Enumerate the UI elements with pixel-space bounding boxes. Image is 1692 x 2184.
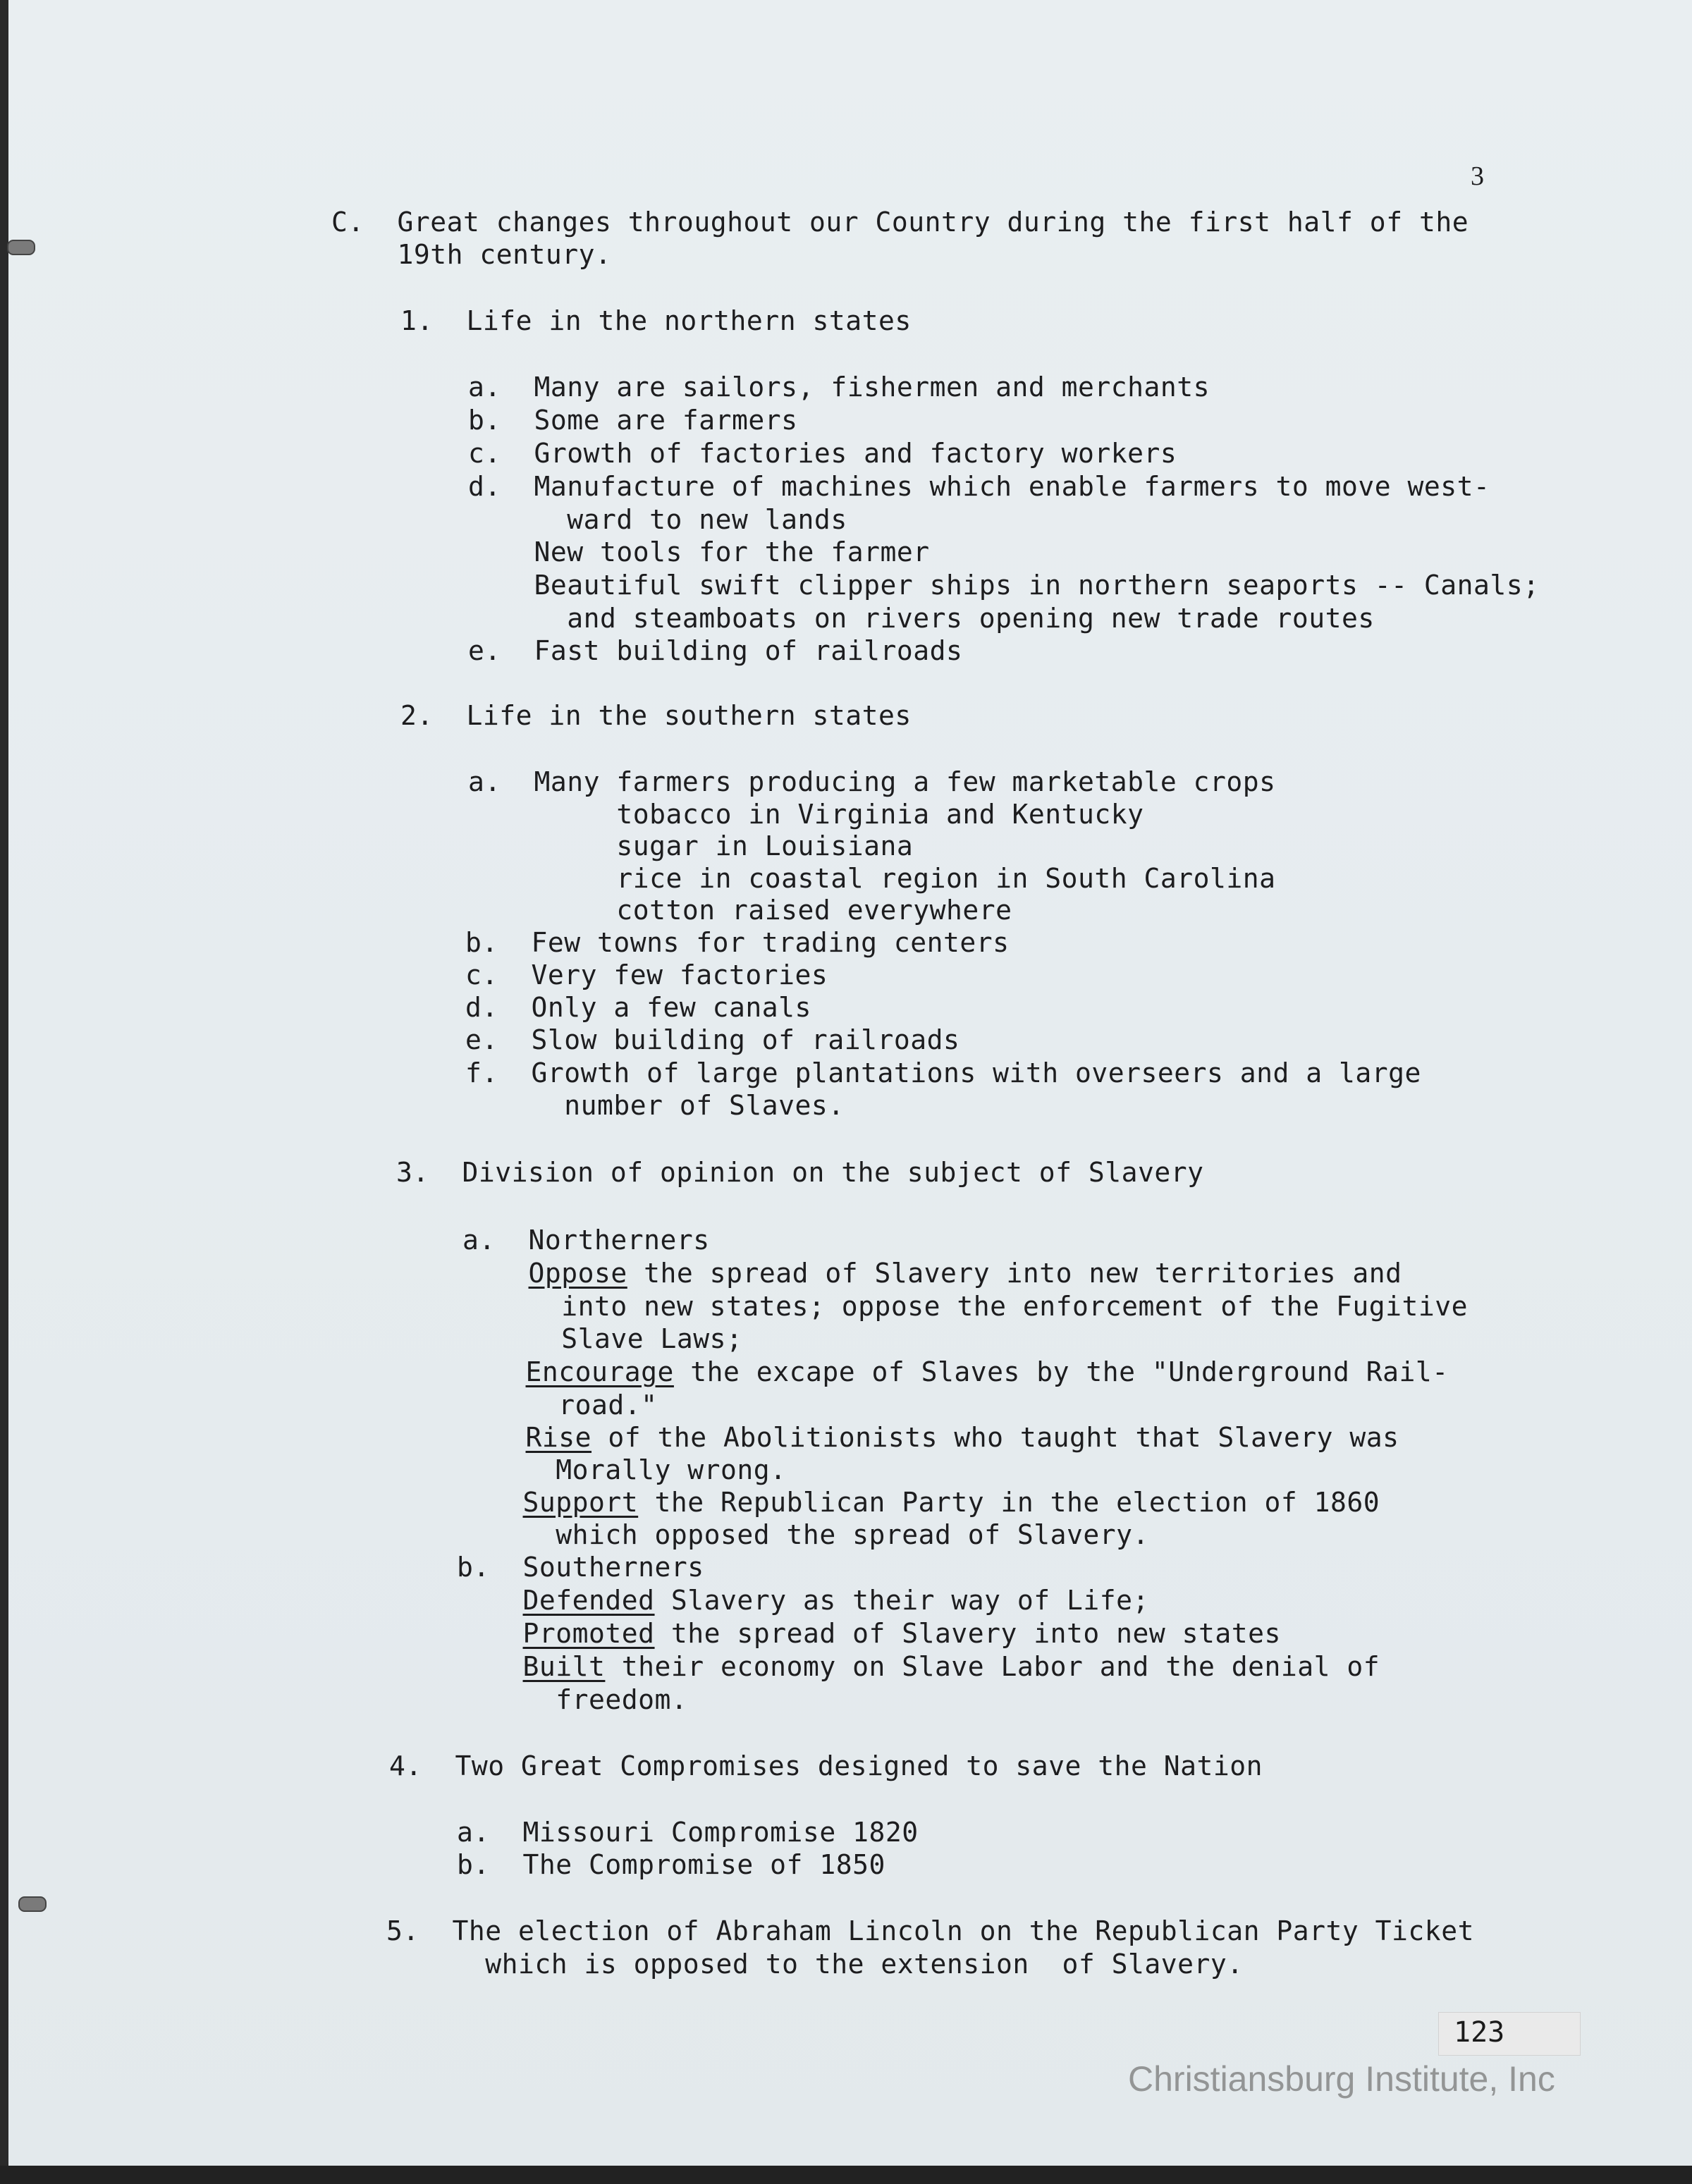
text-line: a. Many are sailors, fishermen and merchants — [468, 372, 1210, 403]
text-line: 1. Life in the northern states — [400, 305, 912, 336]
text-line: ward to new lands — [468, 504, 847, 535]
text-line: a. Missouri Compromise 1820 — [457, 1817, 919, 1848]
stamp-number: 123 — [1454, 2016, 1505, 2049]
underlined-word: Support — [522, 1487, 639, 1518]
page-number: 3 — [1471, 161, 1484, 191]
underlined-word: Defended — [522, 1585, 655, 1616]
text-line: New tools for the farmer — [468, 536, 930, 568]
text-line: a. Many farmers producing a few marketable crops — [468, 766, 1276, 797]
text-line: which is opposed to the extension of Slavery. — [386, 1949, 1244, 1980]
text-line: b. The Compromise of 1850 — [457, 1849, 885, 1880]
underlined-word: Built — [522, 1651, 606, 1682]
binder-ring-icon — [7, 240, 35, 255]
text-line: which opposed the spread of Slavery. — [457, 1519, 1149, 1550]
text-line: Slave Laws; — [462, 1323, 743, 1354]
underlined-word: Rise — [525, 1422, 592, 1453]
text-line: Oppose the spread of Slavery into new territories and — [528, 1258, 1402, 1289]
text-line: Rise of the Abolitionists who taught that Slavery was — [525, 1422, 1399, 1453]
text-line: 3. Division of opinion on the subject of Slavery — [396, 1157, 1204, 1188]
text-line: tobacco in Virginia and Kentucky — [468, 799, 1144, 830]
text-line: c. Growth of factories and factory workers — [468, 438, 1177, 469]
text-line: 5. The election of Abraham Lincoln on the Republican Party Ticket — [386, 1915, 1474, 1946]
text-line: b. Few towns for trading centers — [465, 927, 1010, 958]
text-line: 4. Two Great Compromises designed to save the Nation — [389, 1750, 1263, 1781]
text-line: Defended Slavery as their way of Life; — [522, 1585, 1149, 1616]
text-line: cotton raised everywhere — [468, 895, 1012, 926]
text-line: Promoted the spread of Slavery into new states — [522, 1618, 1281, 1649]
text-line: a. Northerners — [462, 1225, 710, 1256]
text-line: b. Some are farmers — [468, 405, 798, 436]
underlined-word: Encourage — [525, 1356, 674, 1387]
underlined-word: Oppose — [528, 1258, 627, 1289]
text-line: e. Fast building of railroads — [468, 635, 963, 666]
text-line: road." — [460, 1389, 658, 1421]
text-line: Support the Republican Party in the election of 1860 — [522, 1487, 1380, 1518]
text-line: b. Southerners — [457, 1552, 704, 1583]
text-line: into new states; oppose the enforcement of the Fugitive — [462, 1291, 1469, 1322]
binder-ring-icon — [18, 1896, 47, 1912]
text-line: Encourage the excape of Slaves by the "Underground Rail- — [525, 1356, 1449, 1387]
text-line: freedom. — [457, 1684, 688, 1715]
text-line: 2. Life in the southern states — [400, 700, 912, 731]
text-line: and steamboats on rivers opening new trade routes — [468, 603, 1375, 634]
text-line: e. Slow building of railroads — [465, 1024, 960, 1055]
text-line: Morally wrong. — [457, 1454, 787, 1485]
text-line: 19th century. — [331, 239, 612, 270]
scan-edge — [0, 0, 8, 2184]
text-line: number of Slaves. — [465, 1090, 845, 1121]
text-line: Beautiful swift clipper ships in northern seaports -- Canals; — [468, 570, 1540, 601]
underlined-word: Promoted — [522, 1618, 655, 1649]
text-line: f. Growth of large plantations with overseers and a large — [465, 1057, 1421, 1088]
text-line: c. Very few factories — [465, 959, 828, 990]
watermark: Christiansburg Institute, Inc — [1128, 2059, 1555, 2099]
text-line: d. Only a few canals — [465, 992, 811, 1023]
text-line: rice in coastal region in South Carolina — [468, 863, 1276, 894]
text-line: sugar in Louisiana — [468, 830, 914, 861]
text-line: d. Manufacture of machines which enable farmers to move west- — [468, 471, 1490, 502]
scan-bottom-edge — [0, 2166, 1692, 2184]
text-line: C. Great changes throughout our Country during the first half of the — [331, 207, 1469, 238]
text-line: Built their economy on Slave Labor and the denial of — [522, 1651, 1380, 1682]
